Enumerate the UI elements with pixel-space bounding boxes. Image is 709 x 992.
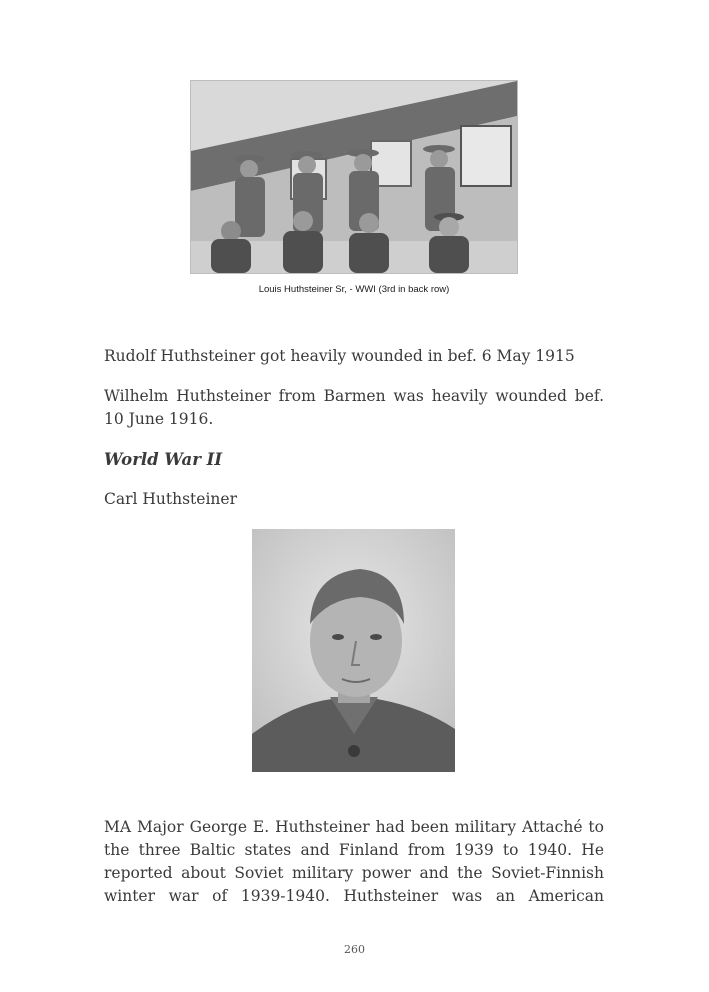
portrait-photo bbox=[252, 529, 455, 772]
section-heading-ww2: World War II bbox=[104, 450, 223, 469]
paragraph-rudolf: Rudolf Huthsteiner got heavily wounded in bef. 6 May 1915 bbox=[104, 347, 575, 365]
photo-caption: Louis Huthsteiner Sr, - WWI (3rd in back row) bbox=[258, 284, 450, 295]
paragraph-george: MA Major George E. Huthsteiner had been military Attaché to the three Baltic states and Finland from 1939 to 1940. He reported about Soviet military power and the Soviet-Finnish winter war of 1939-1940. Huthsteiner was an American bbox=[104, 818, 604, 905]
paragraph-carl: Carl Huthsteiner bbox=[104, 490, 237, 508]
group-photo-wwi bbox=[190, 80, 518, 274]
paragraph-wilhelm: Wilhelm Huthsteiner from Barmen was heavily wounded bef. 10 June 1916. bbox=[104, 387, 604, 428]
page-number: 260 bbox=[344, 943, 365, 956]
